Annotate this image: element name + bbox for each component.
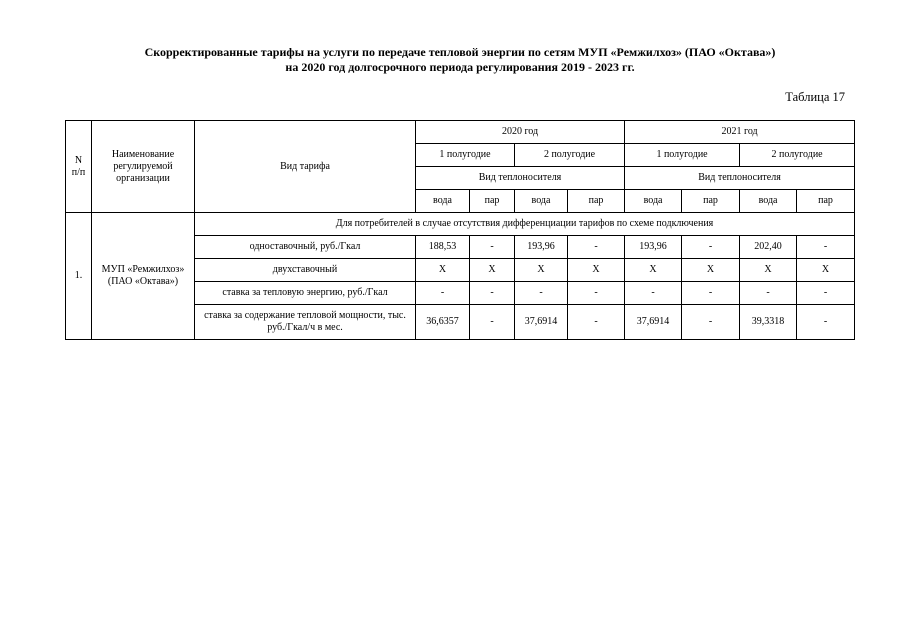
value-cell: -	[797, 305, 855, 340]
value-cell: X	[470, 259, 515, 282]
value-cell: -	[797, 282, 855, 305]
value-cell: -	[797, 236, 855, 259]
value-cell: 37,6914	[515, 305, 568, 340]
value-cell: -	[568, 236, 625, 259]
value-cell: -	[470, 305, 515, 340]
value-cell: -	[682, 282, 740, 305]
value-cell: -	[470, 282, 515, 305]
value-cell: X	[515, 259, 568, 282]
header-steam: пар	[682, 190, 740, 213]
value-cell: 37,6914	[625, 305, 682, 340]
header-half: 2 полугодие	[515, 144, 625, 167]
value-cell: -	[416, 282, 470, 305]
header-year-2020: 2020 год	[416, 121, 625, 144]
header-carrier: Вид теплоносителя	[625, 167, 855, 190]
value-cell: -	[682, 236, 740, 259]
row-label: ставка за содержание тепловой мощности, тыс. руб./Гкал/ч в мес.	[195, 305, 416, 340]
value-cell: 36,6357	[416, 305, 470, 340]
value-cell: 39,3318	[740, 305, 797, 340]
header-org-name: Наименование регулируемой организации	[92, 121, 195, 213]
row-label: одноставочный, руб./Гкал	[195, 236, 416, 259]
header-half: 1 полугодие	[625, 144, 740, 167]
value-cell: 202,40	[740, 236, 797, 259]
header-num: N п/п	[66, 121, 92, 213]
value-cell: X	[740, 259, 797, 282]
document-title	[60, 45, 860, 75]
header-tariff-type: Вид тарифа	[195, 121, 416, 213]
value-cell: 188,53	[416, 236, 470, 259]
value-cell: -	[470, 236, 515, 259]
value-cell: -	[740, 282, 797, 305]
value-cell: 193,96	[515, 236, 568, 259]
header-steam: пар	[797, 190, 855, 213]
value-cell: X	[568, 259, 625, 282]
value-cell: 193,96	[625, 236, 682, 259]
header-year-2021: 2021 год	[625, 121, 855, 144]
header-half: 2 полугодие	[740, 144, 855, 167]
row-label: двухставочный	[195, 259, 416, 282]
value-cell: -	[682, 305, 740, 340]
header-water: вода	[740, 190, 797, 213]
tariff-table	[65, 120, 855, 340]
value-cell: X	[416, 259, 470, 282]
value-cell: -	[515, 282, 568, 305]
header-water: вода	[515, 190, 568, 213]
org-name-cell: МУП «Ремжилхоз» (ПАО «Октава»)	[92, 213, 195, 340]
section-caption: Для потребителей в случае отсутствия дифференциации тарифов по схеме подключения	[195, 213, 855, 236]
value-cell: X	[625, 259, 682, 282]
header-water: вода	[625, 190, 682, 213]
header-half: 1 полугодие	[416, 144, 515, 167]
header-carrier: Вид теплоносителя	[416, 167, 625, 190]
value-cell: -	[568, 305, 625, 340]
header-water: вода	[416, 190, 470, 213]
table-number: Таблица 17	[785, 90, 845, 104]
header-steam: пар	[470, 190, 515, 213]
title-line-2: на 2020 год долгосрочного периода регулирования 2019 - 2023 гг.	[285, 60, 635, 74]
value-cell: X	[682, 259, 740, 282]
row-number: 1.	[66, 213, 92, 340]
value-cell: X	[797, 259, 855, 282]
row-label: ставка за тепловую энергию, руб./Гкал	[195, 282, 416, 305]
value-cell: -	[568, 282, 625, 305]
value-cell: -	[625, 282, 682, 305]
title-line-1: Скорректированные тарифы на услуги по передаче тепловой энергии по сетям МУП «Ремжилхоз» (ПАО «Октава»)	[144, 45, 776, 59]
header-steam: пар	[568, 190, 625, 213]
